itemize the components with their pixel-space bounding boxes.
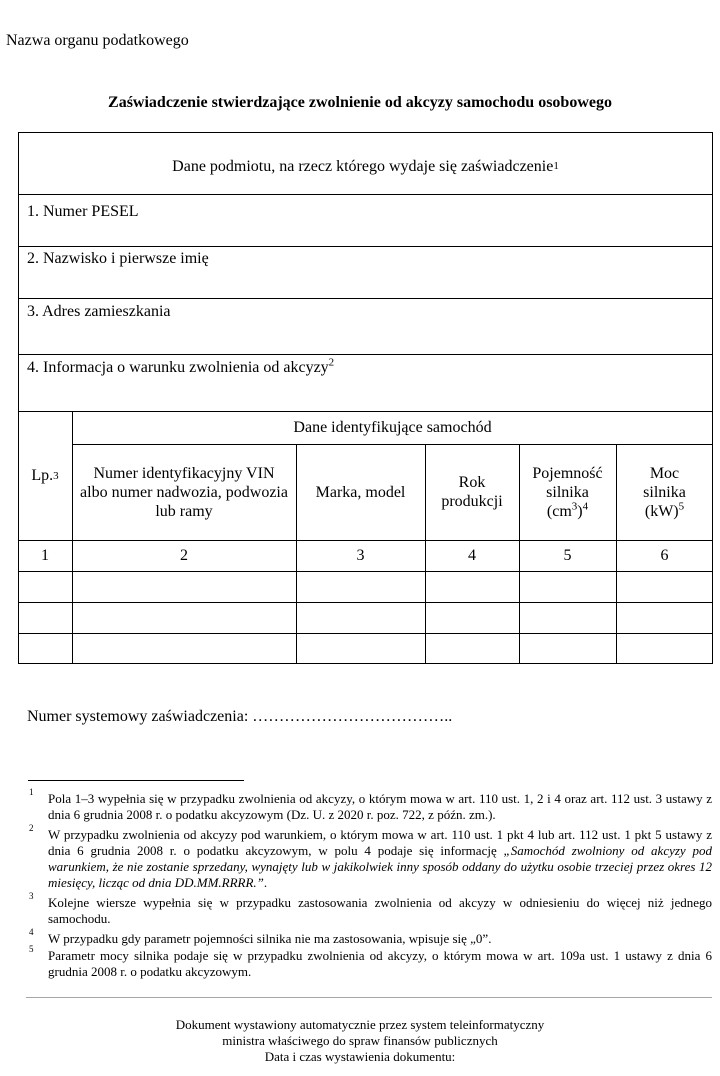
footnote-4-number: 4 xyxy=(29,927,34,937)
lp-header: Lp. 3 xyxy=(31,467,59,484)
power-column-header: Moc silnika (kW)$^5$ xyxy=(643,464,686,520)
capacity-column-header: Pojemność silnika $(cm^3)^4$ xyxy=(532,464,603,520)
footer-line-2: ministra właściwego do spraw finansów publicznych xyxy=(222,1033,498,1048)
footnote-3: Kolejne wiersze wypełnia się w przypadku zastosowania zwolnienia od akcyzy w odniesieniu do więcej niż jednego samochodu. xyxy=(48,895,712,926)
footer xyxy=(0,1017,720,1065)
year-column-header: Rok produkcji xyxy=(441,474,503,510)
field-condition: 4. Informacja o warunku zwolnienia od akcyzy$^2$ xyxy=(27,356,335,376)
footnote-3-number: 3 xyxy=(29,891,34,901)
tax-authority-name: Nazwa organu podatkowego xyxy=(6,32,189,49)
footnote-2: W przypadku zwolnienia od akcyzy pod warunkiem, o którym mowa w art. 110 ust. 1 pkt 4 lub art. 112 ust. 1 pkt 5 ustawy z dnia 6 grudnia 2008 r. o podatku akcyzowym, w polu 4 podaje się informację „Samochód zwolniony od akcyzy pod warunkiem, że nie zostanie sprzedany, wynajęty lub w jakikolwiek inny sposób oddany do użytku osobie trzeciej przez okres 12 miesięcy, licząc od dnia DD.MM.RRRR.”. xyxy=(48,827,712,890)
document-title: Zaświadczenie stwierdzające zwolnienie od akcyzy samochodu osobowego xyxy=(108,94,612,111)
footnote-5-number: 5 xyxy=(29,944,34,954)
footer-separator xyxy=(26,997,712,998)
column-number-6: 6 xyxy=(660,547,669,564)
system-number: Numer systemowy zaświadczenia: ……………………………….. xyxy=(27,708,453,725)
footer-line-3: Data i czas wystawienia dokumentu: xyxy=(264,1049,456,1064)
footer-line-1: Dokument wystawiony automatycznie przez system teleinformatyczny xyxy=(175,1017,545,1032)
field-address: 3. Adres zamieszkania xyxy=(27,303,171,320)
column-number-5: 5 xyxy=(563,547,572,564)
footnote-5: Parametr mocy silnika podaje się w przypadku zwolnienia od akcyzy, o którym mowa w art. 109a ust. 1 ustawy z dnia 6 grudnia 2008 r. o podatku akcyzowym. xyxy=(48,948,712,979)
column-number-1: 1 xyxy=(41,547,49,564)
footnote-separator xyxy=(28,780,244,781)
field-name: 2. Nazwisko i pierwsze imię xyxy=(27,250,209,267)
vin-column-header: Numer identyfikacyjny VIN albo numer nadwozia, podwozia lub ramy xyxy=(80,464,288,520)
field-pesel: 1. Numer PESEL xyxy=(27,203,139,220)
footnote-1: Pola 1–3 wypełnia się w przypadku zwolnienia od akcyzy, o którym mowa w art. 110 ust. 1, 2 i 4 oraz art. 112 ust. 3 ustawy z dnia 6 grudnia 2008 r. o podatku akcyzowym (Dz. U. z 2020 r. poz. 722, z późn. zm.). xyxy=(48,791,712,822)
column-number-2: 2 xyxy=(180,547,188,564)
footnote-1-number: 1 xyxy=(29,787,34,797)
footnote-2-number: 2 xyxy=(29,823,34,833)
make-model-column-header: Marka, model xyxy=(315,483,406,501)
subject-header: Dane podmiotu, na rzecz którego wydaje się zaświadczenie 1 xyxy=(172,157,559,175)
column-number-4: 4 xyxy=(468,547,476,564)
column-number-3: 3 xyxy=(356,547,365,564)
footnote-4: W przypadku gdy parametr pojemności silnika nie ma zastosowania, wpisuje się „0”. xyxy=(48,931,492,946)
vehicle-group-header: Dane identyfikujące samochód xyxy=(293,419,492,436)
